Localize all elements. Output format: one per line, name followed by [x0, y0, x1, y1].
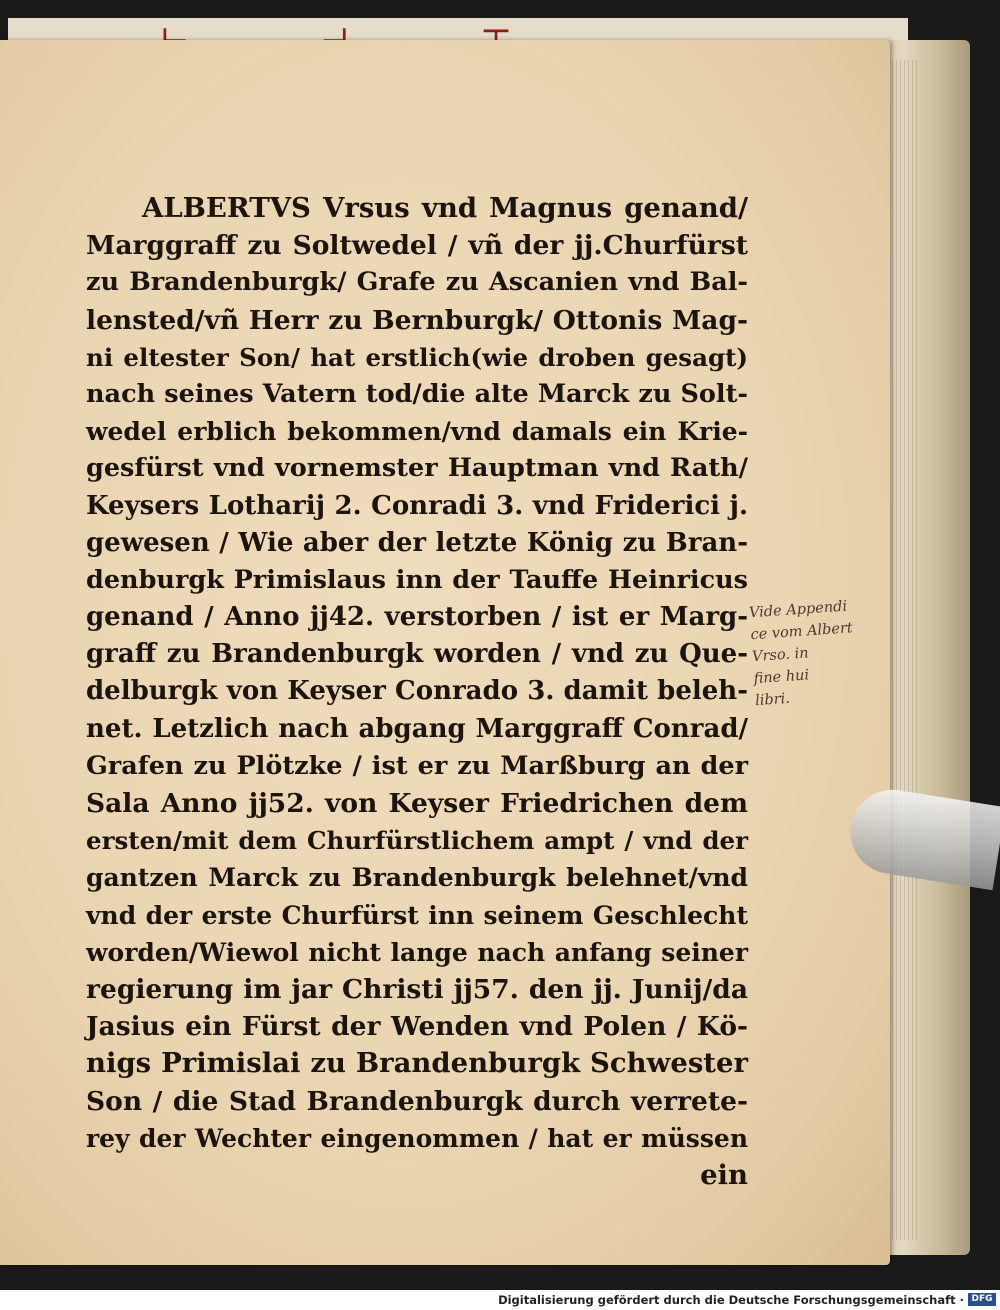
text-line: Son / die Stad Brandenburgk durch verrete- — [86, 1085, 748, 1117]
text-line: lensted/vñ Herr zu Bernburgk/ Ottonis Mag- — [86, 304, 748, 336]
page-body-text — [86, 190, 748, 1194]
text-line: vnd der erste Churfürst inn seinem Geschlecht — [86, 900, 748, 930]
footer-bar — [0, 1290, 1000, 1310]
text-line: zu Brandenburgk/ Grafe zu Ascanien vnd Bal- — [86, 267, 748, 298]
text-line: delburgk von Keyser Conrado 3. damit beleh- — [86, 676, 748, 707]
catchword: ein — [700, 1158, 748, 1191]
text-line: Jasius ein Fürst der Wenden vnd Polen / Kö- — [86, 1011, 748, 1043]
text-line: Keysers Lotharij 2. Conradi 3. vnd Friderici j. — [86, 490, 748, 521]
text-line: gantzen Marck zu Brandenburgk belehnet/vnd — [86, 863, 748, 893]
marginal-note-line: Vide Appendi — [748, 598, 848, 622]
text-line: regierung im jar Christi jj57. den jj. Junij/da — [86, 973, 748, 1005]
text-line: Marggraff zu Soltwedel / vñ der jj.Churfürst — [86, 230, 748, 262]
text-line: rey der Wechter eingenommen / hat er müssen — [86, 1123, 748, 1153]
text-line: ALBERTVS Vrsus vnd Magnus genand/ — [142, 192, 748, 224]
text-line: Sala Anno jj52. von Keyser Friedrichen dem — [86, 788, 748, 819]
text-line: wedel erblich bekommen/vnd damals ein Krie- — [86, 417, 748, 447]
marginal-note-line: Vrso. in — [751, 645, 810, 666]
text-line: genand / Anno jj42. verstorben / ist er Marg- — [86, 602, 748, 633]
text-line: gewesen / Wie aber der letzte König zu Bran- — [86, 527, 748, 558]
text-line: Grafen zu Plötzke / ist er zu Marßburg an der — [86, 750, 748, 781]
text-line: nigs Primislai zu Brandenburgk Schwester — [86, 1047, 748, 1080]
handwritten-marginal-note — [748, 594, 877, 712]
text-line: ersten/mit dem Churfürstlichem ampt / vnd der — [86, 826, 748, 856]
marginal-note-line: ce vom Albert — [750, 620, 854, 644]
marginal-note-line: fine hui — [753, 667, 810, 688]
dfg-logo: DFG — [968, 1293, 996, 1306]
text-line: ni eltester Son/ hat erstlich(wie droben gesagt) — [86, 342, 748, 372]
text-line: worden/Wiewol nicht lange nach anfang seiner — [86, 937, 748, 967]
marginal-note-line: libri. — [754, 690, 791, 710]
text-line: denburgk Primislaus inn der Tauffe Heinricus — [86, 564, 748, 595]
text-line: net. Letzlich nach abgang Marggraff Conrad/ — [86, 713, 748, 744]
funding-credit: Digitalisierung gefördert durch die Deutsche Forschungsgemeinschaft · — [498, 1293, 964, 1307]
text-line: nach seines Vatern tod/die alte Marck zu Solt- — [86, 378, 748, 409]
text-line: gesfürst vnd vornemster Hauptman vnd Rath/ — [86, 453, 748, 484]
text-line: graff zu Brandenburgk worden / vnd zu Que- — [86, 639, 748, 670]
